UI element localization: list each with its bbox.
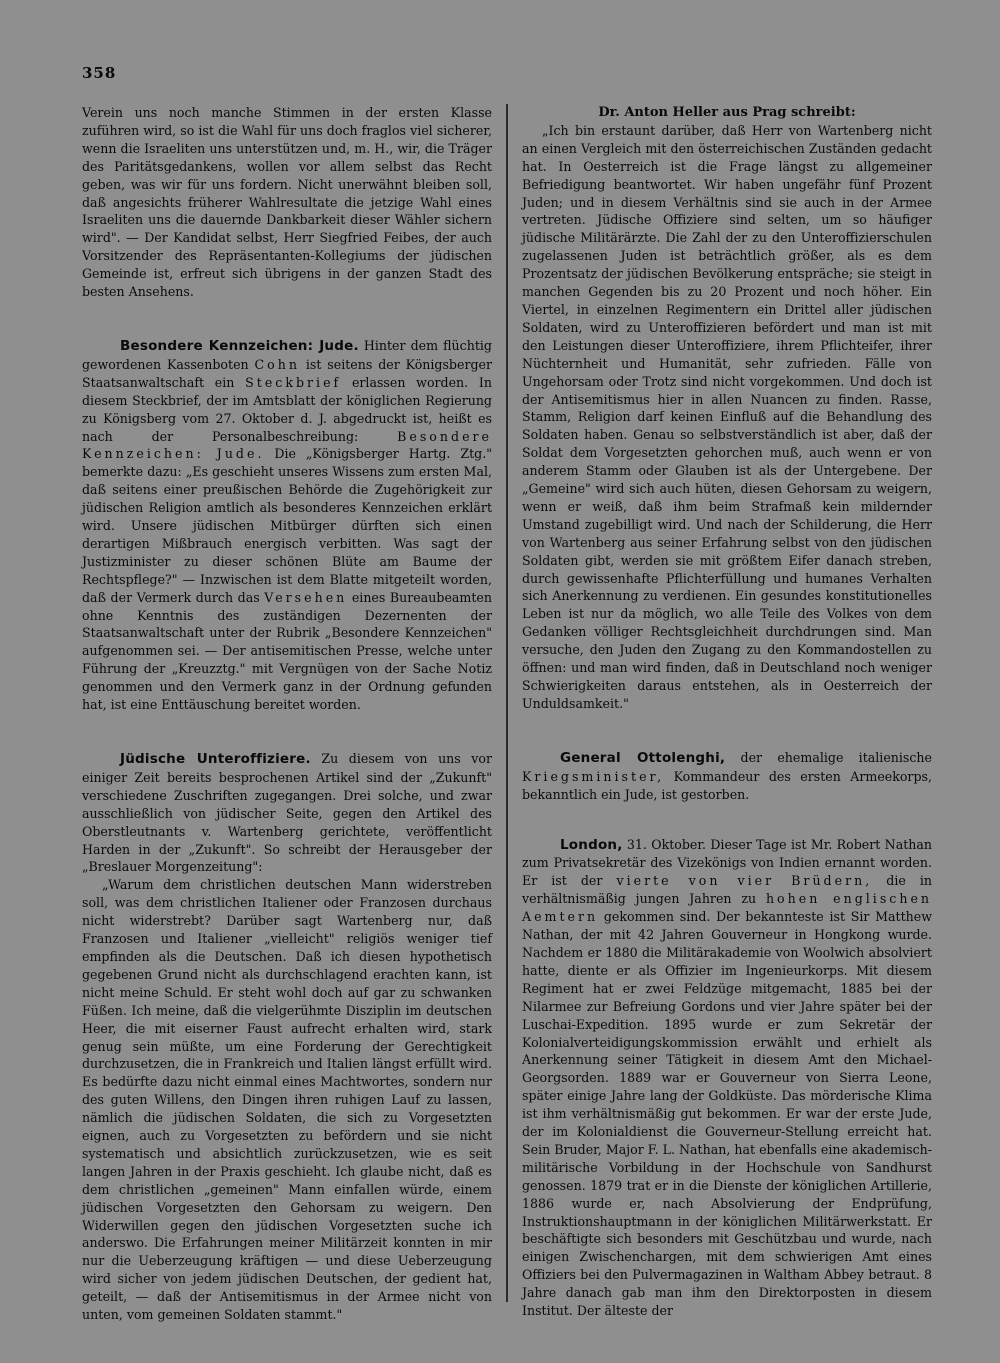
section-heading: Besondere Kennzeichen: Jude. (120, 337, 359, 354)
section-london: London, 31. Oktober. Dieser Tage ist Mr. Robert Nathan zum Privatsekretär des Vizekönigs von Indien ernannt worden. Er ist der vierte von vier Brüdern, die in verhältnismäßig jungen Jahren zu hohen englischen Aemtern gekommen sind. Der bekannteste ist Sir Matthew Nathan, der mit 42 Jahren Gouverneur in Hongkong wurde. Nachdem er 1880 die Militärakademie von Woolwich absolviert hatte, diente er als Offizier im Ingenieurkorps. Mit diesem Regiment hat er zwei Feldzüge mitgemacht, 1885 bei der Nilarmee zur Befreiung Gordons und vier Jahre später bei der Luschai-Expedition. 1895 wurde er zum Sekretär der Kolonialverteidigungskommission erwählt und erhielt als Anerkennung seiner Tätigkeit in diesem Amt den Michael-Georgsorden. 1889 war er Gouverneur von Sierra Leone, später einige Jahre lang der Goldküste. Das mörderische Klima ist ihm verhältnismäßig gut bekommen. Er war der erste Jude, der im Kolonialdienst die Gouverneur-Stellung erreicht hat. Sein Bruder, Major F. L. Nathan, hat ebenfalls eine akademisch-militärische Vorbildung in der Hochschule von Sandhurst genossen. 1879 trat er in die Dienste der königlichen Artillerie, 1886 wurde er, nach Absolvierung der Endprüfung, Instruktionshauptmann in der königlichen Militärwerkstatt. Er beschäftigte sich besonders mit Geschützbau und wurde, nach einigen Zwischenchargen, mit dem schwierigen Amt eines Offiziers bei den Pulvermagazinen in Waltham Abbey betraut. 8 Jahre danach gab man ihm den Direktorposten in diesem Institut. Der älteste der (522, 836, 933, 1319)
section-heading-heller: Dr. Anton Heller aus Prag schreibt: (598, 105, 856, 120)
section-besondere-kennzeichen: Besondere Kennzeichen: Jude. Hinter dem flüchtig gewordenen Kassenboten Cohn ist seitens der Königsberger Staatsanwaltschaft ein Steckbrief erlassen worden. In diesem Steckbrief, der im Amtsblatt der königlichen Regierung zu Königsberg vom 27. Oktober d. J. abgedruckt ist, heißt es nach der Personalbeschreibung: Besondere Kennzeichen: Jude. Die „Königsberger Hartg. Ztg." bemerkte dazu: „Es geschieht unseres Wissens zum ersten Mal, daß seitens einer preußischen Behörde die Zugehörigkeit zur jüdischen Religion amtlich als besonderes Kennzeichen erklärt wird. Unsere jüdischen Mitbürger dürften sich einen derartigen Mißbrauch energisch verbitten. Was sagt der Justizminister zu dieser schönen Blüte am Baume der Rechtspflege?" — Inzwischen ist dem Blatte mitgeteilt worden, daß der Vermerk durch das Versehen eines Bureaubeamten ohne Kenntnis des zuständigen Dezernenten der Staatsanwaltschaft unter der Rubrik „Besondere Kennzeichen" aufgenommen sei. — Der antisemitischen Presse, welche unter Führung der „Kreuzztg." mit Vergnügen von der Sache Notiz genommen und den Vermerk ganz in der Ordnung gefunden hat, ist eine Enttäuschung bereitet worden. (82, 337, 493, 713)
section-heading: Jüdische Unteroffiziere. (120, 751, 311, 767)
right-column (522, 104, 932, 1320)
quote-breslauer: „Warum dem christlichen deutschen Mann widerstreben soll, was dem christlichen Italiener oder Franzosen durchaus nicht widerstrebt? Darüber sagt Wartenberg nur, daß Franzosen und Italiener „vielleicht" religiös weniger tief empfinden als die Deutschen. Daß ich diesen hypothetisch gegebenen Grund nicht als durchschlagend erachten kann, ist nicht meine Schuld. Er steht wohl doch auf gar zu schwanken Füßen. Ich meine, daß die vielgerühmte Disziplin im deutschen Heer, die mit eiserner Faust aufrecht erhalten wird, stark genug sein müßte, um eine Forderung der Gerechtigkeit durchzusetzen, die in Frankreich und Italien längst erfüllt wird. Es bedürfte dazu nicht einmal eines Machtwortes, sondern nur des guten Willens, den Dingen ihren ruhigen Lauf zu lassen, nämlich die jüdischen Soldaten, die sich zu Vorgesetzten eignen, auch zu Vorgesetzten zu befördern und sie nicht systematisch und absichtlich zurückzusetzen, wie es seit langen Jahren in der Praxis geschieht. Ich glaube nicht, daß es dem christlichen „gemeinen" Mann einfallen würde, einem jüdischen Vorgesetzten den Gehorsam zu weigern. Den Widerwillen gegen den jüdischen Vorgesetzten suche ich anderswo. Die Erfahrungen meiner Militärzeit konnten in mir nur die Ueberzeugung kräftigen — und diese Ueberzeugung wird sicher von jedem jüdischen Deutschen, der gedient hat, geteilt, — daß der Antisemitismus in der Armee nicht von unten, vom gemeinen Soldaten stammt." (82, 877, 492, 1323)
column-divider (506, 104, 508, 1302)
paragraph-verein: Verein uns noch manche Stimmen in der ersten Klasse zuführen wird, so ist die Wahl für uns doch fraglos viel sicherer, wenn die Israeliten uns unterstützen und, m. H., wir, die Träger des Paritätsgedankens, wollen vor allem selbst das Recht geben, was wir für uns fordern. Nicht unerwähnt bleiben soll, daß angesichts früherer Wahlresultate die jetzige Wahl eines Israeliten uns die dauernde Dankbarkeit dieser Wähler sichern wird". — Der Kandidat selbst, Herr Siegfried Feibes, der auch Vorsitzender des Repräsentanten-Kollegiums der jüdischen Gemeinde ist, erfreut sich übrigens in der ganzen Stadt des besten Ansehens. (82, 105, 492, 300)
section-heading: London, (560, 836, 623, 853)
page-number: 358 (82, 64, 117, 82)
section-heading: General Ottolenghi, (560, 749, 726, 766)
left-column (82, 104, 492, 1324)
section-general-ottolenghi: General Ottolenghi, der ehemalige italienische Kriegsminister, Kommandeur des ersten Armeekorps, bekanntlich ein Jude, ist gestorben. (522, 749, 932, 802)
quote-heller: „Ich bin erstaunt darüber, daß Herr von Wartenberg nicht an einen Vergleich mit den österreichischen Zuständen gedacht hat. In Oesterreich ist die Frage längst zu allgemeiner Befriedigung beantwortet. Wir haben ungefähr fünf Prozent Juden; und in diesem Verhältnis sind sie auch in der Armee vertreten. Jüdische Offiziere sind selten, um so häufiger jüdische Militärärzte. Die Zahl der zu den Unteroffizierschulen zugelassenen Juden ist beträchtlich größer, als es dem Prozentsatz der jüdischen Bevölkerung entspräche; sie steigt in manchen Gegenden bis zu 20 Prozent und noch höher. Ein Viertel, in einzelnen Regimentern ein Drittel aller jüdischen Soldaten, wird zu Unteroffizieren befördert und man ist mit den Leistungen dieser Unteroffiziere, ihrem Pflichteifer, ihrer Nüchternheit und Humanität, sehr zufrieden. Fälle von Ungehorsam oder Trotz sind nicht vorgekommen. Und doch ist der Antisemitismus hier in allen Nuancen zu finden. Rasse, Stamm, Religion darf keinen Einfluß auf die Behandlung des Soldaten haben. Genau so selbstverständlich ist aber, daß der Soldat dem Vorgesetzten gehorchen muß, auch wenn er von anderem Stamm oder Glauben ist als der Untergebene. Der „Gemeine" wird sich auch hüten, diesen Gehorsam zu weigern, wenn er weiß, daß ihm beim Strafmaß kein mildernder Umstand zugebilligt wird. Und nach der Schilderung, die Herr von Wartenberg aus seiner Erfahrung selbst von den jüdischen Soldaten gibt, werden sie mit größtem Eifer danach streben, durch gewissenhafte Pflichterfüllung und humanes Verhalten sich Anerkennung zu verdienen. Ein gesundes konstitutionelles Leben ist nur da möglich, wo alle Teile des Volkes von dem Gedanken völliger Rechtsgleichheit durchdrungen sind. Man versuche, den Juden den Zugang zu den Kommandostellen zu öffnen: und man wird finden, daß in Deutschland noch weniger Schwierigkeiten daraus entstehen, als in Oesterreich der Unduldsamkeit." (522, 122, 932, 711)
section-juedische-unteroffiziere: Jüdische Unteroffiziere. Zu diesem von uns vor einiger Zeit bereits besprochenen Artikel sind der „Zukunft" verschiedene Zuschriften zugegangen. Drei solche, und zwar ausschließlich von jüdischer Seite, gegen den Artikel des Oberstleutnants v. Wartenberg gerichtete, veröffentlicht Harden in der „Zukunft". So schreibt der Herausgeber der „Breslauer Morgenzeitung": (82, 751, 492, 875)
